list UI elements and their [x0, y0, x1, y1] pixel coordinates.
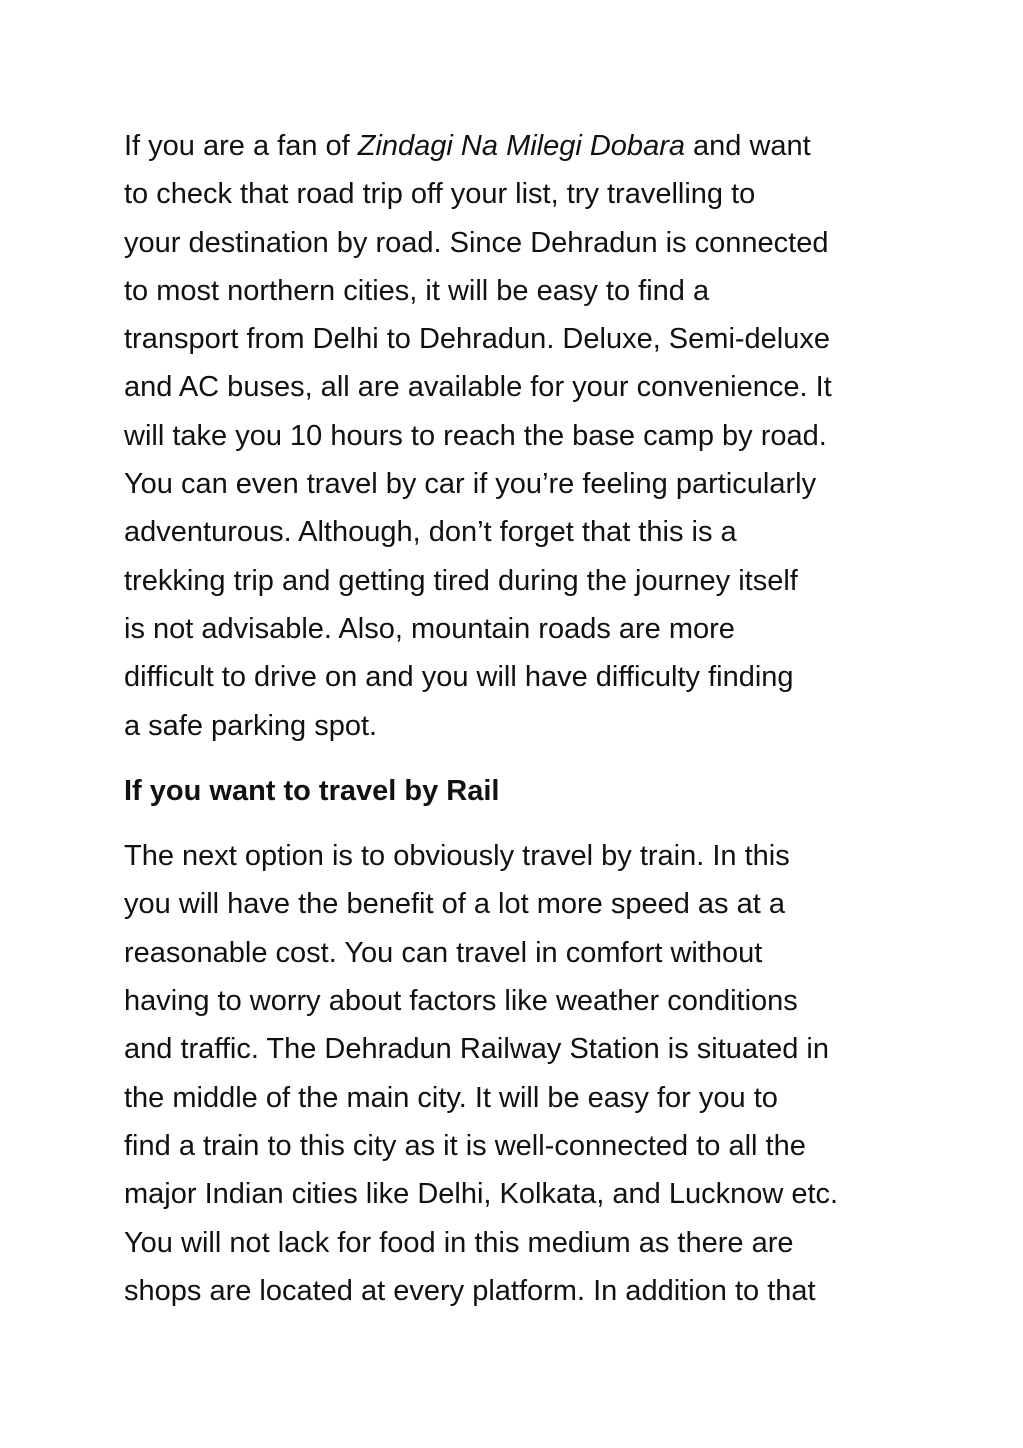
movie-title: Zindagi Na Milegi Dobara	[357, 130, 685, 162]
paragraph-line: You can even travel by car if you’re feeling particularly	[124, 468, 817, 501]
paragraph-line: difficult to drive on and you will have difficulty finding	[124, 661, 794, 694]
paragraph-line: to check that road trip off your list, try travelling to	[124, 178, 756, 211]
paragraph-line: and traffic. The Dehradun Railway Station is situated in	[124, 1033, 829, 1066]
paragraph-line	[124, 122, 914, 170]
paragraph-line: major Indian cities like Delhi, Kolkata, and Lucknow etc.	[124, 1178, 839, 1211]
paragraph-line: transport from Delhi to Dehradun. Deluxe, Semi-deluxe	[124, 323, 830, 356]
document-body	[124, 122, 914, 1315]
paragraph-line: shops are located at every platform. In addition to that	[124, 1274, 816, 1307]
paragraph-line: your destination by road. Since Dehradun is connected	[124, 226, 829, 259]
road-travel-paragraph	[124, 122, 914, 750]
text-run: If you are a fan of	[124, 130, 358, 162]
paragraph-line: The next option is to obviously travel by train. In this	[124, 840, 790, 873]
paragraph-line: will take you 10 hours to reach the base camp by road.	[124, 419, 827, 452]
paragraph-line: you will have the benefit of a lot more speed as at a	[124, 888, 785, 921]
paragraph-line: adventurous. Although, don’t forget that this is a	[124, 516, 737, 549]
paragraph-line: a safe parking spot.	[124, 709, 378, 742]
paragraph-line: and AC buses, all are available for your convenience. It	[124, 371, 832, 404]
paragraph-line: trekking trip and getting tired during the journey itself	[124, 564, 798, 597]
paragraph-line: is not advisable. Also, mountain roads are more	[124, 612, 735, 645]
paragraph-line: to most northern cities, it will be easy to find a	[124, 274, 710, 307]
rail-section-heading-block	[124, 767, 914, 815]
paragraph-line: reasonable cost. You can travel in comfort without	[124, 936, 763, 969]
paragraph-line: having to worry about factors like weather conditions	[124, 985, 798, 1018]
rail-travel-paragraph	[124, 832, 914, 1315]
section-heading: If you want to travel by Rail	[124, 774, 500, 807]
paragraph-line: find a train to this city as it is well-connected to all the	[124, 1129, 806, 1162]
text-run: and want	[684, 130, 811, 162]
paragraph-line: You will not lack for food in this medium as there are	[124, 1226, 794, 1259]
paragraph-line: the middle of the main city. It will be easy for you to	[124, 1081, 778, 1114]
